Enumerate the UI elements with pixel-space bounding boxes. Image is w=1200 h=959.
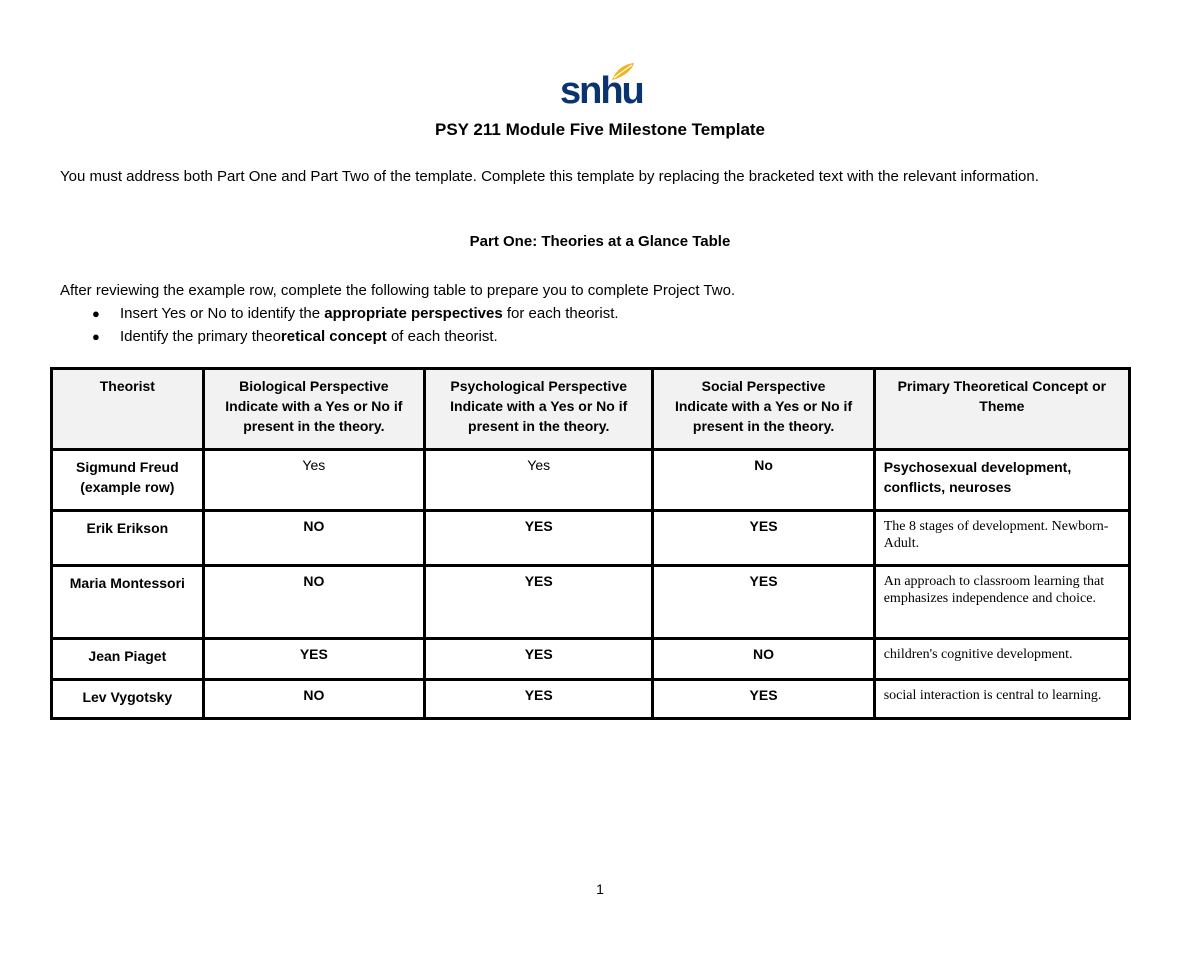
document-title: PSY 211 Module Five Milestone Template	[434, 120, 766, 139]
instructions	[60, 279, 1140, 348]
concept-cell[interactable]: children's cognitive development.	[874, 639, 1129, 680]
instructions-lead: After reviewing the example row, complete the following table to prepare you to complete Project Two.	[60, 282, 736, 299]
table-row	[52, 639, 1130, 680]
theorist-cell: Maria Montessori	[52, 566, 204, 639]
logo-wordmark: snhu	[560, 70, 643, 112]
table-row	[52, 511, 1130, 566]
concept-cell[interactable]: The 8 stages of development. Newborn-Adult.	[874, 511, 1129, 566]
biological-cell[interactable]: NO	[203, 566, 424, 639]
social-cell[interactable]: YES	[653, 680, 874, 719]
header-theorist: Theorist	[52, 369, 204, 450]
psychological-cell[interactable]: Yes	[425, 450, 653, 511]
header-biological: Biological Perspective Indicate with a Yes or No if present in the theory.	[203, 369, 424, 450]
instructions-list	[60, 302, 1140, 348]
bullet-item: ● Insert Yes or No to identify the appropriate perspectives for each theorist.	[120, 302, 1140, 325]
biological-cell[interactable]: YES	[203, 639, 424, 680]
biological-cell[interactable]: NO	[203, 511, 424, 566]
snhu-logo	[560, 62, 643, 116]
bullet-item: ● Identify the primary theoretical concept of each theorist.	[120, 325, 1140, 348]
theorist-cell: Erik Erikson	[52, 511, 204, 566]
psychological-cell[interactable]: YES	[425, 511, 653, 566]
bullet-icon: ●	[92, 329, 100, 344]
theorist-cell: Sigmund Freud (example row)	[52, 450, 204, 511]
theorist-cell: Jean Piaget	[52, 639, 204, 680]
social-cell[interactable]: YES	[653, 511, 874, 566]
social-cell[interactable]: NO	[653, 639, 874, 680]
social-cell[interactable]: No	[653, 450, 874, 511]
table-row	[52, 566, 1130, 639]
biological-cell[interactable]: NO	[203, 680, 424, 719]
theories-table	[50, 367, 1131, 720]
table-header-row	[52, 369, 1130, 450]
bullet-icon: ●	[92, 306, 100, 321]
table-row	[52, 680, 1130, 719]
psychological-cell[interactable]: YES	[425, 639, 653, 680]
intro-paragraph: You must address both Part One and Part Two of the template. Complete this template by replacing the bracketed text with the relevant information.	[60, 168, 1039, 185]
social-cell[interactable]: YES	[653, 566, 874, 639]
page-number: 1	[596, 881, 604, 897]
theorist-cell: Lev Vygotsky	[52, 680, 204, 719]
psychological-cell[interactable]: YES	[425, 566, 653, 639]
header-psychological: Psychological Perspective Indicate with a Yes or No if present in the theory.	[425, 369, 653, 450]
header-concept: Primary Theoretical Concept or Theme	[874, 369, 1129, 450]
header-social: Social Perspective Indicate with a Yes or No if present in the theory.	[653, 369, 874, 450]
biological-cell[interactable]: Yes	[203, 450, 424, 511]
concept-cell[interactable]: Psychosexual development, conflicts, neuroses	[874, 450, 1129, 511]
part-one-heading: Part One: Theories at a Glance Table	[469, 233, 731, 250]
psychological-cell[interactable]: YES	[425, 680, 653, 719]
concept-cell[interactable]: An approach to classroom learning that emphasizes independence and choice.	[874, 566, 1129, 639]
concept-cell[interactable]: social interaction is central to learning.	[874, 680, 1129, 719]
table-row	[52, 450, 1130, 511]
